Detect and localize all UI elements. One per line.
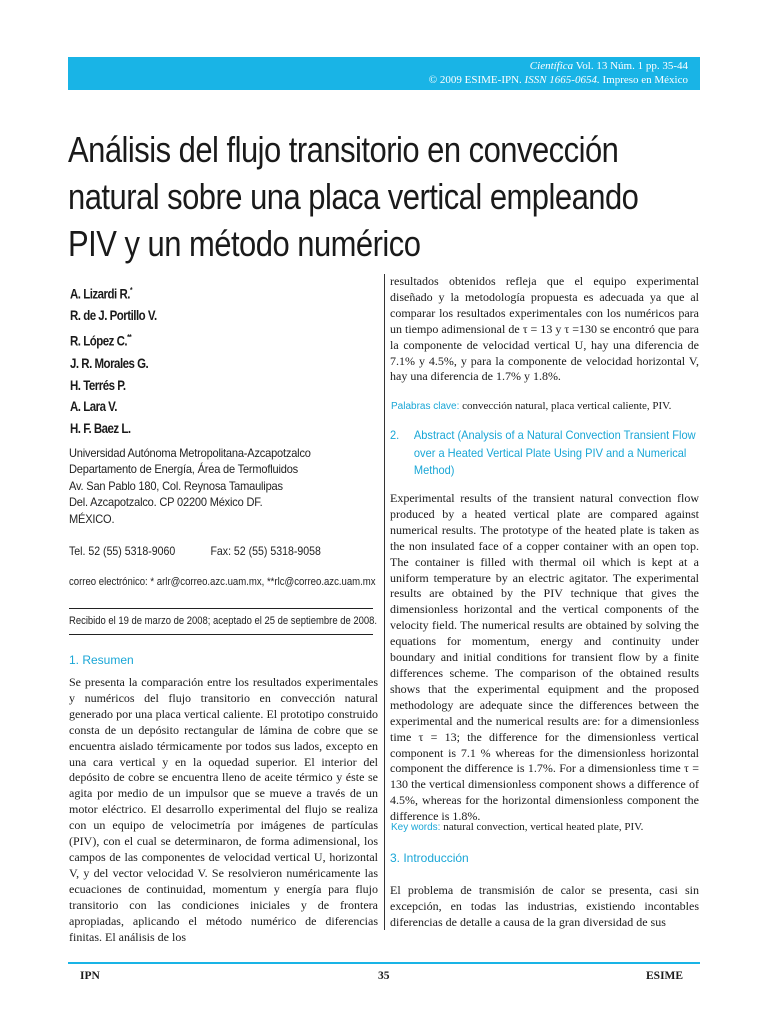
abstract-paragraph: Experimental results of the transient natural convection flow produced by a heated vertical plate are compared against numerical results. The prototype of the heated plate is taken as the non insulated face of a copper container with an open top. The container is filled with thermal oil which is kept at a uniform temperature by an electric agitator. The experimental results are obtained by the PIV technique that gives the dimensionless horizontal and the vertical components of the velocity field. The numerical results are obtained by solving the equations for momentum, energy and continuity under boundary and initial conditions for transient flow by a finite differences scheme. The comparison of the obtained results shows that the experimental equipment and the proposed methodology are adequate since the differences between the experimental and the numerical results are: for a dimensionless time τ = 13; the difference for the dimensionless vertical component is 7.1 % whereas for the dimensionless horizontal component the difference is 1.7%. For a dimensionless time τ = 130 the vertical dimensionless component shows a difference of 4.5%, whereas for the horizontal dimensionless component the difference is 1.8%. — [390, 491, 699, 824]
keywords-en-value: natural convection, vertical heated plate, PIV. — [443, 821, 644, 833]
contact-phone — [69, 544, 321, 558]
abstract-title: Abstract (Analysis of a Natural Convection Transient Flow over a Heated Vertical Plate Using PIV and a Numerical Method) — [413, 428, 696, 477]
author-name: H. F. Baez L. — [70, 420, 131, 437]
affiliation — [69, 445, 311, 527]
page-number: 35 — [378, 970, 390, 982]
affiliation-line: Universidad Autónoma Metropolitana-Azcapotzalco — [69, 446, 311, 460]
keywords-en — [391, 821, 643, 833]
author — [70, 375, 316, 397]
title-line-1: Análisis del flujo transitorio en convección — [68, 129, 619, 170]
resumen-paragraph: Se presenta la comparación entre los resultados experimentales y numéricos del flujo transitorio en convección natural generado por una placa vertical caliente. El prototipo construido consta de un depósito rectangular de lámina de cobre que se encuentra aislado térmicamente por todos sus lados, excepto en una cara vertical y en la oquedad superior. El interior del depósito de cobre se encuentra lleno de aceite térmico y éste se agita por medio de un impulsor que se mueve a través de un motor eléctrico. El desarrollo experimental del flujo se realiza con un equipo de velocimetría por imágenes de partículas (PIV), con el cual se determinaron, de forma adimensional, los campos de las componentes de velocidad vertical U, horizontal V, y del vector velocidad V. Se resolvieron numéricamente las ecuaciones de continuidad, momentum y energía para flujo transitorio con las condiciones iniciales y de frontera apropiadas, aplicando el método numérico de diferencias finitas. El análisis de los — [69, 675, 378, 944]
keywords-es-value: convección natural, placa vertical caliente, PIV. — [462, 400, 672, 412]
section-heading-abstract — [390, 427, 699, 480]
contact-email: correo electrónico: * arlr@correo.azc.uam.mx, **rlc@correo.azc.uam.mx — [69, 576, 376, 588]
author — [70, 396, 316, 418]
footer-right: ESIME — [646, 970, 684, 982]
author-name: R. López C. — [70, 332, 128, 349]
divider — [69, 634, 373, 635]
title-line-3: PIV y un método numérico — [68, 223, 421, 264]
author-mark: ** — [127, 333, 132, 343]
resumen-continuation: resultados obtenidos refleja que el equipo experimental diseñado y la metodología propuesta es adecuada ya que al comparar los resultados experimentales con los numéricos para un tiempo adimensional de τ = 13 y τ =130 se encontró que para la componente de velocidad vertical U, hay una diferencia de 7.1% y 4.5%, y para la componente de velocidad horizontal V, hay una diferencia de 1.7% y 1.8%. — [390, 274, 699, 384]
journal-name: Científica — [529, 60, 574, 72]
footer-rule — [68, 962, 700, 964]
journal-copyright: © 2009 ESIME-IPN. — [428, 74, 522, 86]
column-divider — [384, 274, 385, 930]
journal-issn: ISSN 1665-0654. — [524, 74, 600, 86]
author-name: A. Lara V. — [70, 398, 117, 415]
paper-title — [68, 126, 639, 267]
abstract-number: 2. — [390, 428, 400, 442]
author-name: A. Lizardi R. — [70, 285, 130, 302]
divider — [69, 608, 373, 609]
author-name: J. R. Morales G. — [70, 354, 149, 371]
journal-citation — [530, 60, 688, 72]
author-name: R. de J. Portillo V. — [70, 307, 157, 324]
author-mark: * — [129, 286, 133, 295]
affiliation-line: Del. Azcapotzalco. CP 02200 México DF. — [69, 495, 263, 510]
journal-volume: Vol. 13 Núm. 1 pp. 35-44 — [575, 60, 688, 72]
keywords-es — [391, 400, 671, 412]
footer-left: IPN — [80, 970, 100, 982]
keywords-en-label: Key words: — [391, 822, 441, 833]
keywords-es-label: Palabras clave: — [391, 401, 460, 412]
journal-header-bar — [68, 57, 700, 90]
affiliation-line: Departamento de Energía, Área de Termofluidos — [69, 462, 299, 477]
section-heading-introduccion: 3. Introducción — [390, 851, 469, 865]
affiliation-line: MÉXICO. — [69, 511, 115, 526]
author — [70, 327, 316, 352]
author — [70, 280, 316, 305]
intro-paragraph: El problema de transmisión de calor se presenta, casi sin excepción, en todas las industrias, existiendo incontables diferencias de detalle a causa de la gran diversidad de sus — [390, 883, 699, 929]
affiliation-line: Av. San Pablo 180, Col. Reynosa Tamaulipas — [69, 478, 283, 493]
author — [70, 305, 316, 327]
journal-printed: Impreso en México — [602, 74, 688, 86]
title-line-2: natural sobre una placa vertical empleando — [68, 176, 639, 217]
author — [70, 418, 316, 440]
fax: Fax: 52 (55) 5318-9058 — [210, 544, 321, 558]
author-list — [70, 280, 316, 440]
author-name: H. Terrés P. — [70, 376, 126, 393]
telephone: Tel. 52 (55) 5318-9060 — [69, 544, 176, 558]
author — [70, 353, 316, 375]
received-dates: Recibido el 19 de marzo de 2008; aceptado el 25 de septiembre de 2008. — [69, 615, 378, 627]
journal-copyright-line — [429, 74, 688, 86]
section-heading-resumen: 1. Resumen — [69, 653, 134, 667]
